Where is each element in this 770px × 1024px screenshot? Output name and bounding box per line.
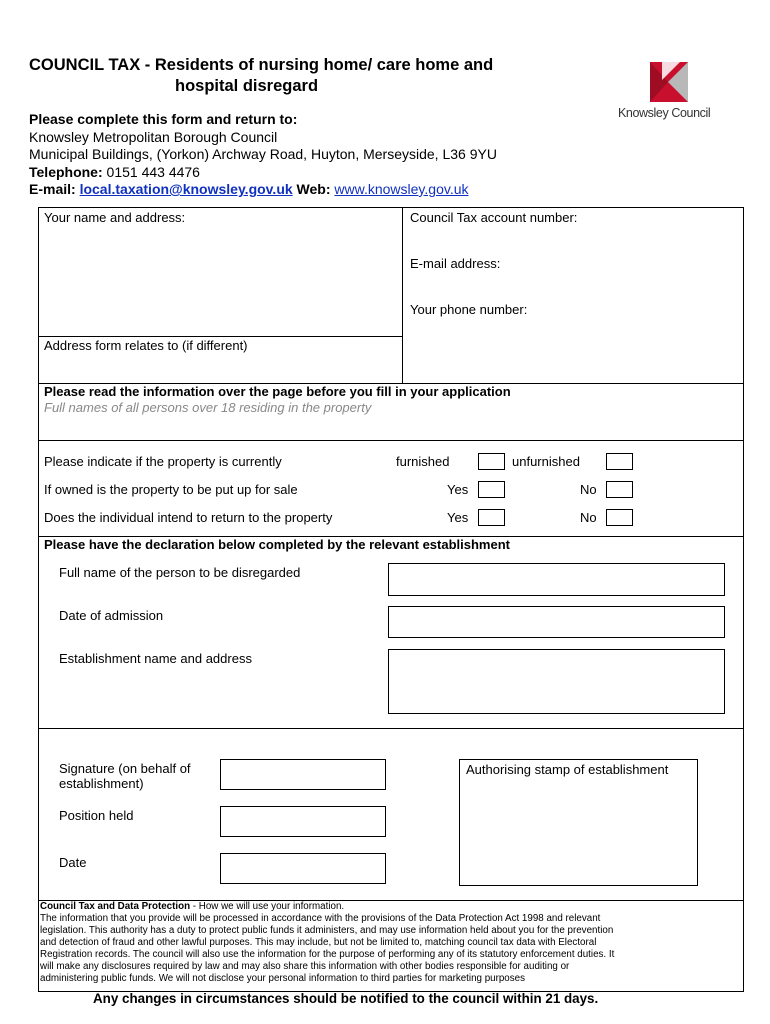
data-protection-notice xyxy=(40,901,740,985)
position-field[interactable] xyxy=(220,806,386,837)
furnished-checkbox[interactable] xyxy=(478,453,505,470)
dp-line-2: legislation. This authority has a duty to protect public funds it administers, and may use information held about you for the prevention xyxy=(40,925,614,936)
address-divider xyxy=(39,336,403,337)
dp-line-4: Registration records. The council will also use the information for the purpose of performing any of its statutory enforcement duties. It xyxy=(40,949,615,960)
read-notice: Please read the information over the page before you fill in your application xyxy=(44,384,511,399)
email-address-label: E-mail address: xyxy=(410,256,501,271)
for-sale-no-label: No xyxy=(580,482,597,497)
full-name-field[interactable] xyxy=(388,563,725,596)
return-no-label: No xyxy=(580,510,597,525)
for-sale-question: If owned is the property to be put up for sale xyxy=(44,482,298,497)
position-label: Position held xyxy=(59,808,134,823)
full-names-hint: Full names of all persons over 18 residing in the property xyxy=(44,400,372,415)
stamp-label: Authorising stamp of establishment xyxy=(466,762,669,777)
section-divider xyxy=(39,728,743,729)
date-admission-label: Date of admission xyxy=(59,608,164,623)
telephone-number: 0151 443 4476 xyxy=(102,163,200,180)
property-currently-question: Please indicate if the property is currently xyxy=(44,454,282,469)
name-address-label: Your name and address: xyxy=(44,210,186,225)
date-label: Date xyxy=(59,855,87,870)
title-line-1: COUNCIL TAX - Residents of nursing home/ care home and xyxy=(29,56,494,74)
establishment-label: Establishment name and address xyxy=(59,651,252,666)
return-yes-checkbox[interactable] xyxy=(478,509,505,526)
logo-text: Knowsley Council xyxy=(618,106,711,120)
knowsley-council-logo xyxy=(612,58,732,124)
dp-heading-line xyxy=(40,901,740,913)
for-sale-yes-label: Yes xyxy=(447,482,469,497)
for-sale-yes-checkbox[interactable] xyxy=(478,481,505,498)
for-sale-no-checkbox[interactable] xyxy=(606,481,633,498)
email-web-line xyxy=(29,181,497,199)
web-label: Web: xyxy=(292,181,331,197)
unfurnished-checkbox[interactable] xyxy=(606,453,633,470)
return-no-checkbox[interactable] xyxy=(606,509,633,526)
council-address: Municipal Buildings, (Yorkon) Archway Road, Huyton, Merseyside, L36 9YU xyxy=(29,146,497,162)
date-field[interactable] xyxy=(220,853,386,884)
telephone-line xyxy=(29,164,497,182)
logo-mark-icon xyxy=(612,58,732,106)
council-name: Knowsley Metropolitan Borough Council xyxy=(29,128,278,145)
signature-label-1: Signature (on behalf of xyxy=(59,761,191,776)
full-name-label: Full name of the person to be disregarded xyxy=(59,565,301,580)
dp-line-5: will make any disclosures required by law and may also share this information with other bodies responsible for auditing or xyxy=(40,961,570,972)
dp-line-1: The information that you provide will be processed in accordance with the provisions of the Data Protection Act 1998 and relevant xyxy=(40,913,601,924)
contact-block xyxy=(29,111,497,199)
dp-line-6: administering public funds. We will not disclose your personal information to third parties for marketing purposes xyxy=(40,973,525,984)
email-link[interactable]: local.taxation@knowsley.gov.uk xyxy=(79,181,293,197)
return-instruction: Please complete this form and return to: xyxy=(29,111,298,127)
column-divider xyxy=(402,208,403,383)
signature-label-2: establishment) xyxy=(59,776,144,791)
dp-subheading: - How we will use your information. xyxy=(190,901,345,912)
phone-number-label: Your phone number: xyxy=(410,302,528,317)
web-link[interactable]: www.knowsley.gov.uk xyxy=(334,181,469,197)
stamp-box[interactable] xyxy=(459,759,698,886)
account-number-label: Council Tax account number: xyxy=(410,210,578,225)
application-form xyxy=(38,207,744,992)
furnished-label: furnished xyxy=(396,454,450,469)
return-yes-label: Yes xyxy=(447,510,469,525)
changes-notice: Any changes in circumstances should be notified to the council within 21 days. xyxy=(93,991,599,1006)
page-title xyxy=(29,55,589,97)
declaration-heading: Please have the declaration below completed by the relevant establishment xyxy=(44,537,510,552)
dp-line-3: and detection of fraud and other lawful purposes. This may include, but not be limited to, matching council tax data with Electoral xyxy=(40,937,597,948)
section-divider xyxy=(39,440,743,441)
title-line-2: hospital disregard xyxy=(175,77,319,95)
telephone-label: Telephone: xyxy=(29,163,103,180)
establishment-field[interactable] xyxy=(388,649,725,714)
signature-field[interactable] xyxy=(220,759,386,790)
unfurnished-label: unfurnished xyxy=(512,454,580,469)
email-label: E-mail: xyxy=(29,181,76,197)
return-question: Does the individual intend to return to the property xyxy=(44,510,333,525)
date-admission-field[interactable] xyxy=(388,606,725,638)
dp-heading: Council Tax and Data Protection xyxy=(40,901,191,912)
address-relates-label: Address form relates to (if different) xyxy=(44,338,248,353)
